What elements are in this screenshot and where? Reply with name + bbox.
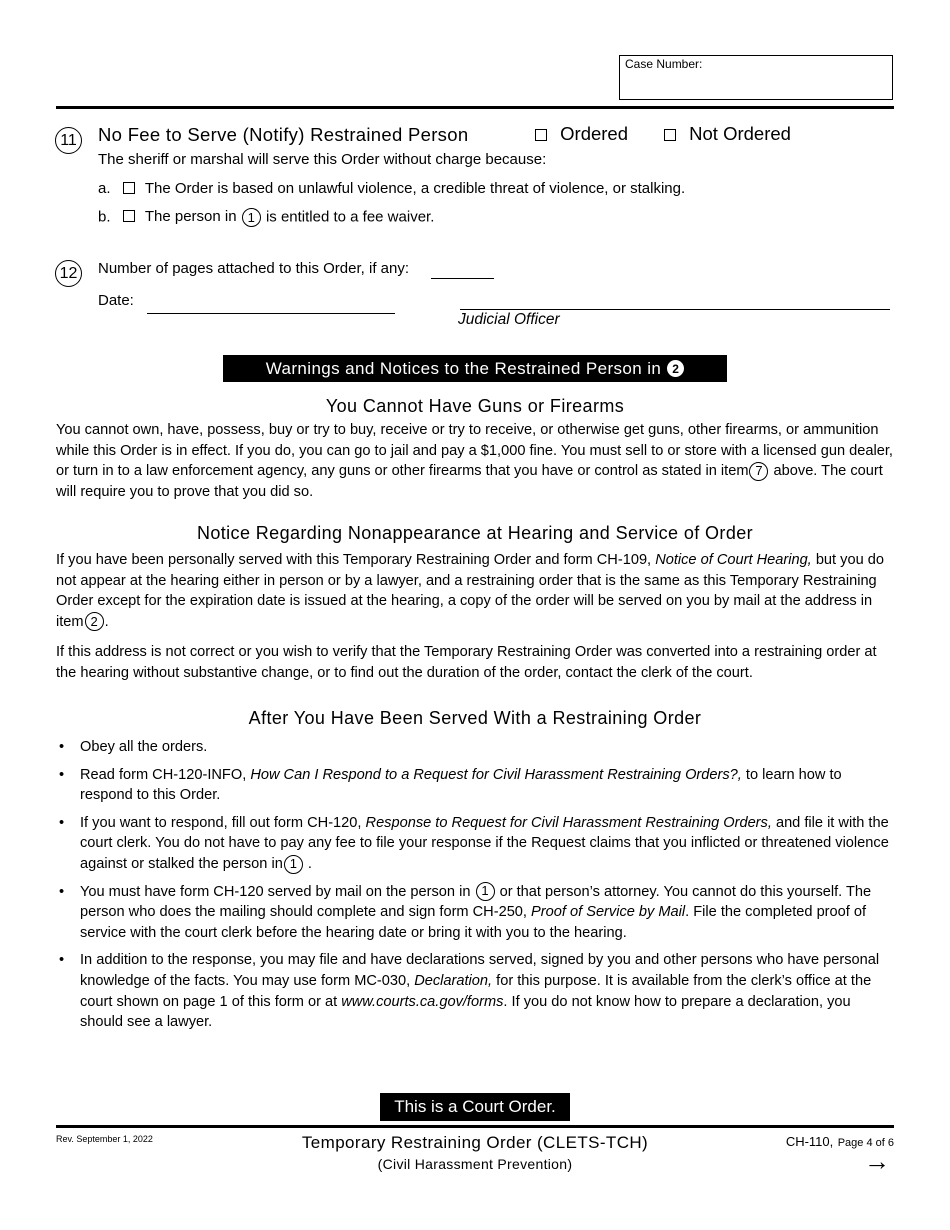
- list-item: [56, 882, 894, 944]
- list-item: [56, 765, 894, 806]
- ordered-checkbox[interactable]: [535, 129, 547, 141]
- item-ref-2: 2: [85, 612, 104, 631]
- item-ref-7: 7: [749, 462, 768, 481]
- form-id: CH-110,: [785, 1134, 834, 1149]
- bullet-4-text-mid: or that person’s attorney. You cannot do this yourself. The person who does the mailing should complete and sign form CH-250,: [80, 883, 872, 921]
- item-11-a-label: a.: [98, 180, 111, 197]
- footer-divider: [56, 1125, 894, 1128]
- notice-paragraph-2: If this address is not correct or you wish to verify that the Temporary Restraining Order was converted into a restraining order at the hearing without substantive change, or to find out the duration of the order, contact the clerk of the court.: [56, 644, 877, 681]
- item-ref-1: 1: [476, 882, 495, 901]
- item-11-b-text-post: is entitled to a fee waiver.: [265, 208, 435, 226]
- bullet-5-text: In addition to the response, you may file and have declarations served, signed by you and other persons who have personal knowledge of the facts. You may use form MC-030,: [80, 952, 880, 989]
- revision-date: Rev. September 1, 2022: [56, 1134, 153, 1144]
- item-11-b: [98, 208, 434, 227]
- notice-p1-end: .: [104, 613, 109, 630]
- header-divider: [56, 106, 894, 109]
- list-item: [56, 737, 894, 758]
- bullet-4-text-end: . File the completed proof of service with the court clerk before the hearing date or bring it with you to the hearing.: [80, 904, 867, 941]
- bullet-5-form-name: Declaration,: [414, 972, 493, 989]
- bullet-2-text-cont: to learn how to respond to this Order.: [80, 766, 842, 804]
- form-title: Temporary Restraining Order (CLETS-TCH): [301, 1133, 649, 1152]
- item-ref-1: 1: [242, 208, 261, 227]
- bullet-4-text: You must have form CH-120 served by mail on the person in: [80, 883, 471, 900]
- next-page-arrow-icon[interactable]: →: [864, 1146, 890, 1176]
- list-item: [56, 813, 894, 875]
- case-number-label: Case Number:: [625, 57, 703, 71]
- item-ref-2-inverted: 2: [667, 360, 684, 377]
- item-11-title: No Fee to Serve (Notify) Restrained Person: [98, 124, 469, 145]
- guns-text-end: above. The court will require you to prove that you did so.: [56, 463, 883, 500]
- notice-form-name: Notice of Court Hearing,: [655, 552, 812, 568]
- bullet-3-end: .: [307, 855, 312, 872]
- not-ordered-checkbox[interactable]: [664, 129, 676, 141]
- bullet-3-form-name: Response to Request for Civil Harassment Restraining Orders,: [365, 814, 772, 831]
- guns-text: You cannot own, have, possess, buy or try to buy, receive or try to receive, or otherwise get guns, other firearms, or ammunition while this Order is in effect. If you do, you can go to jail and pay a $1,000 fine. You must sell to or store with a licensed gun dealer, or turn in to a law enforcement agency, any guns or other firearms that you have or control as stated in item: [56, 422, 893, 480]
- warnings-heading: [223, 355, 727, 382]
- bullet-2-text: Read form CH-120-INFO,: [80, 766, 247, 783]
- item-11-a: [98, 180, 685, 197]
- notice-heading: Notice Regarding Nonappearance at Hearing and Service of Order: [196, 523, 754, 543]
- judicial-officer-signature-line[interactable]: [460, 309, 890, 310]
- guns-heading: You Cannot Have Guns or Firearms: [325, 396, 625, 416]
- ordered-label: Ordered: [560, 123, 629, 144]
- item-11-intro: The sheriff or marshal will serve this Order without charge because:: [98, 151, 547, 168]
- bullet-1-text: Obey all the orders.: [80, 739, 208, 755]
- courts-forms-link[interactable]: www.courts.ca.gov/forms: [341, 993, 504, 1010]
- bullet-3-text: If you want to respond, fill out form CH-120,: [80, 814, 362, 831]
- court-order-banner: This is a Court Order.: [380, 1093, 570, 1121]
- form-subtitle: (Civil Harassment Prevention): [377, 1156, 573, 1172]
- list-item: [56, 950, 894, 1032]
- warnings-heading-text: Warnings and Notices to the Restrained Person in: [265, 358, 662, 378]
- item-ref-1: 1: [284, 855, 303, 874]
- notice-paragraph-1: [56, 550, 894, 632]
- item-11-b-text-pre: The person in: [144, 208, 237, 226]
- case-number-field[interactable]: [619, 55, 893, 100]
- notice-p1-text: If you have been personally served with this Temporary Restraining Order and form CH-109,: [56, 552, 652, 568]
- not-ordered-option[interactable]: [664, 123, 791, 145]
- not-ordered-label: Not Ordered: [689, 123, 791, 144]
- pages-attached-label: Number of pages attached to this Order, if any:: [98, 260, 410, 277]
- pages-attached-input[interactable]: [431, 278, 494, 279]
- date-input[interactable]: [147, 313, 395, 314]
- ordered-option[interactable]: [535, 123, 628, 145]
- bullet-2-form-name: How Can I Respond to a Request for Civil Harassment Restraining Orders?,: [250, 766, 742, 783]
- judicial-officer-label: Judicial Officer: [458, 311, 560, 328]
- after-served-list: [56, 737, 894, 1033]
- item-11-b-checkbox[interactable]: [123, 210, 135, 222]
- bullet-3-text-cont: and file it with the court clerk. You do not have to pay any fee to file your response if the Request claims that you inflicted or threatened violence against or stalked the person in: [80, 814, 889, 872]
- guns-paragraph: [56, 420, 894, 502]
- item-11-a-text: The Order is based on unlawful violence, a credible threat of violence, or stalking.: [144, 180, 686, 197]
- item-11-b-label: b.: [98, 208, 111, 226]
- item-number-11: 11: [55, 127, 82, 154]
- item-number-12: 12: [55, 260, 82, 287]
- bullet-4-form-name: Proof of Service by Mail: [531, 904, 686, 921]
- page-number: Page 4 of 6: [837, 1137, 894, 1149]
- date-label: Date:: [98, 292, 134, 309]
- notice-p1-text-cont: but you do not appear at the hearing either in person or by a lawyer, and a restraining order that is the same as this Temporary Restraining Order except for the expiration date is issued at the hearing, a copy of the order will be served on you by mail at the address in item: [56, 552, 884, 630]
- item-11-a-checkbox[interactable]: [123, 182, 135, 194]
- after-served-heading: After You Have Been Served With a Restraining Order: [248, 708, 702, 728]
- bullet-5-text-end: . If you do not know how to prepare a declaration, you should see a lawyer.: [80, 993, 851, 1031]
- bullet-5-text-mid: for this purpose. It is available from the clerk’s office at the court shown on page 1 of this form or at: [80, 972, 872, 1010]
